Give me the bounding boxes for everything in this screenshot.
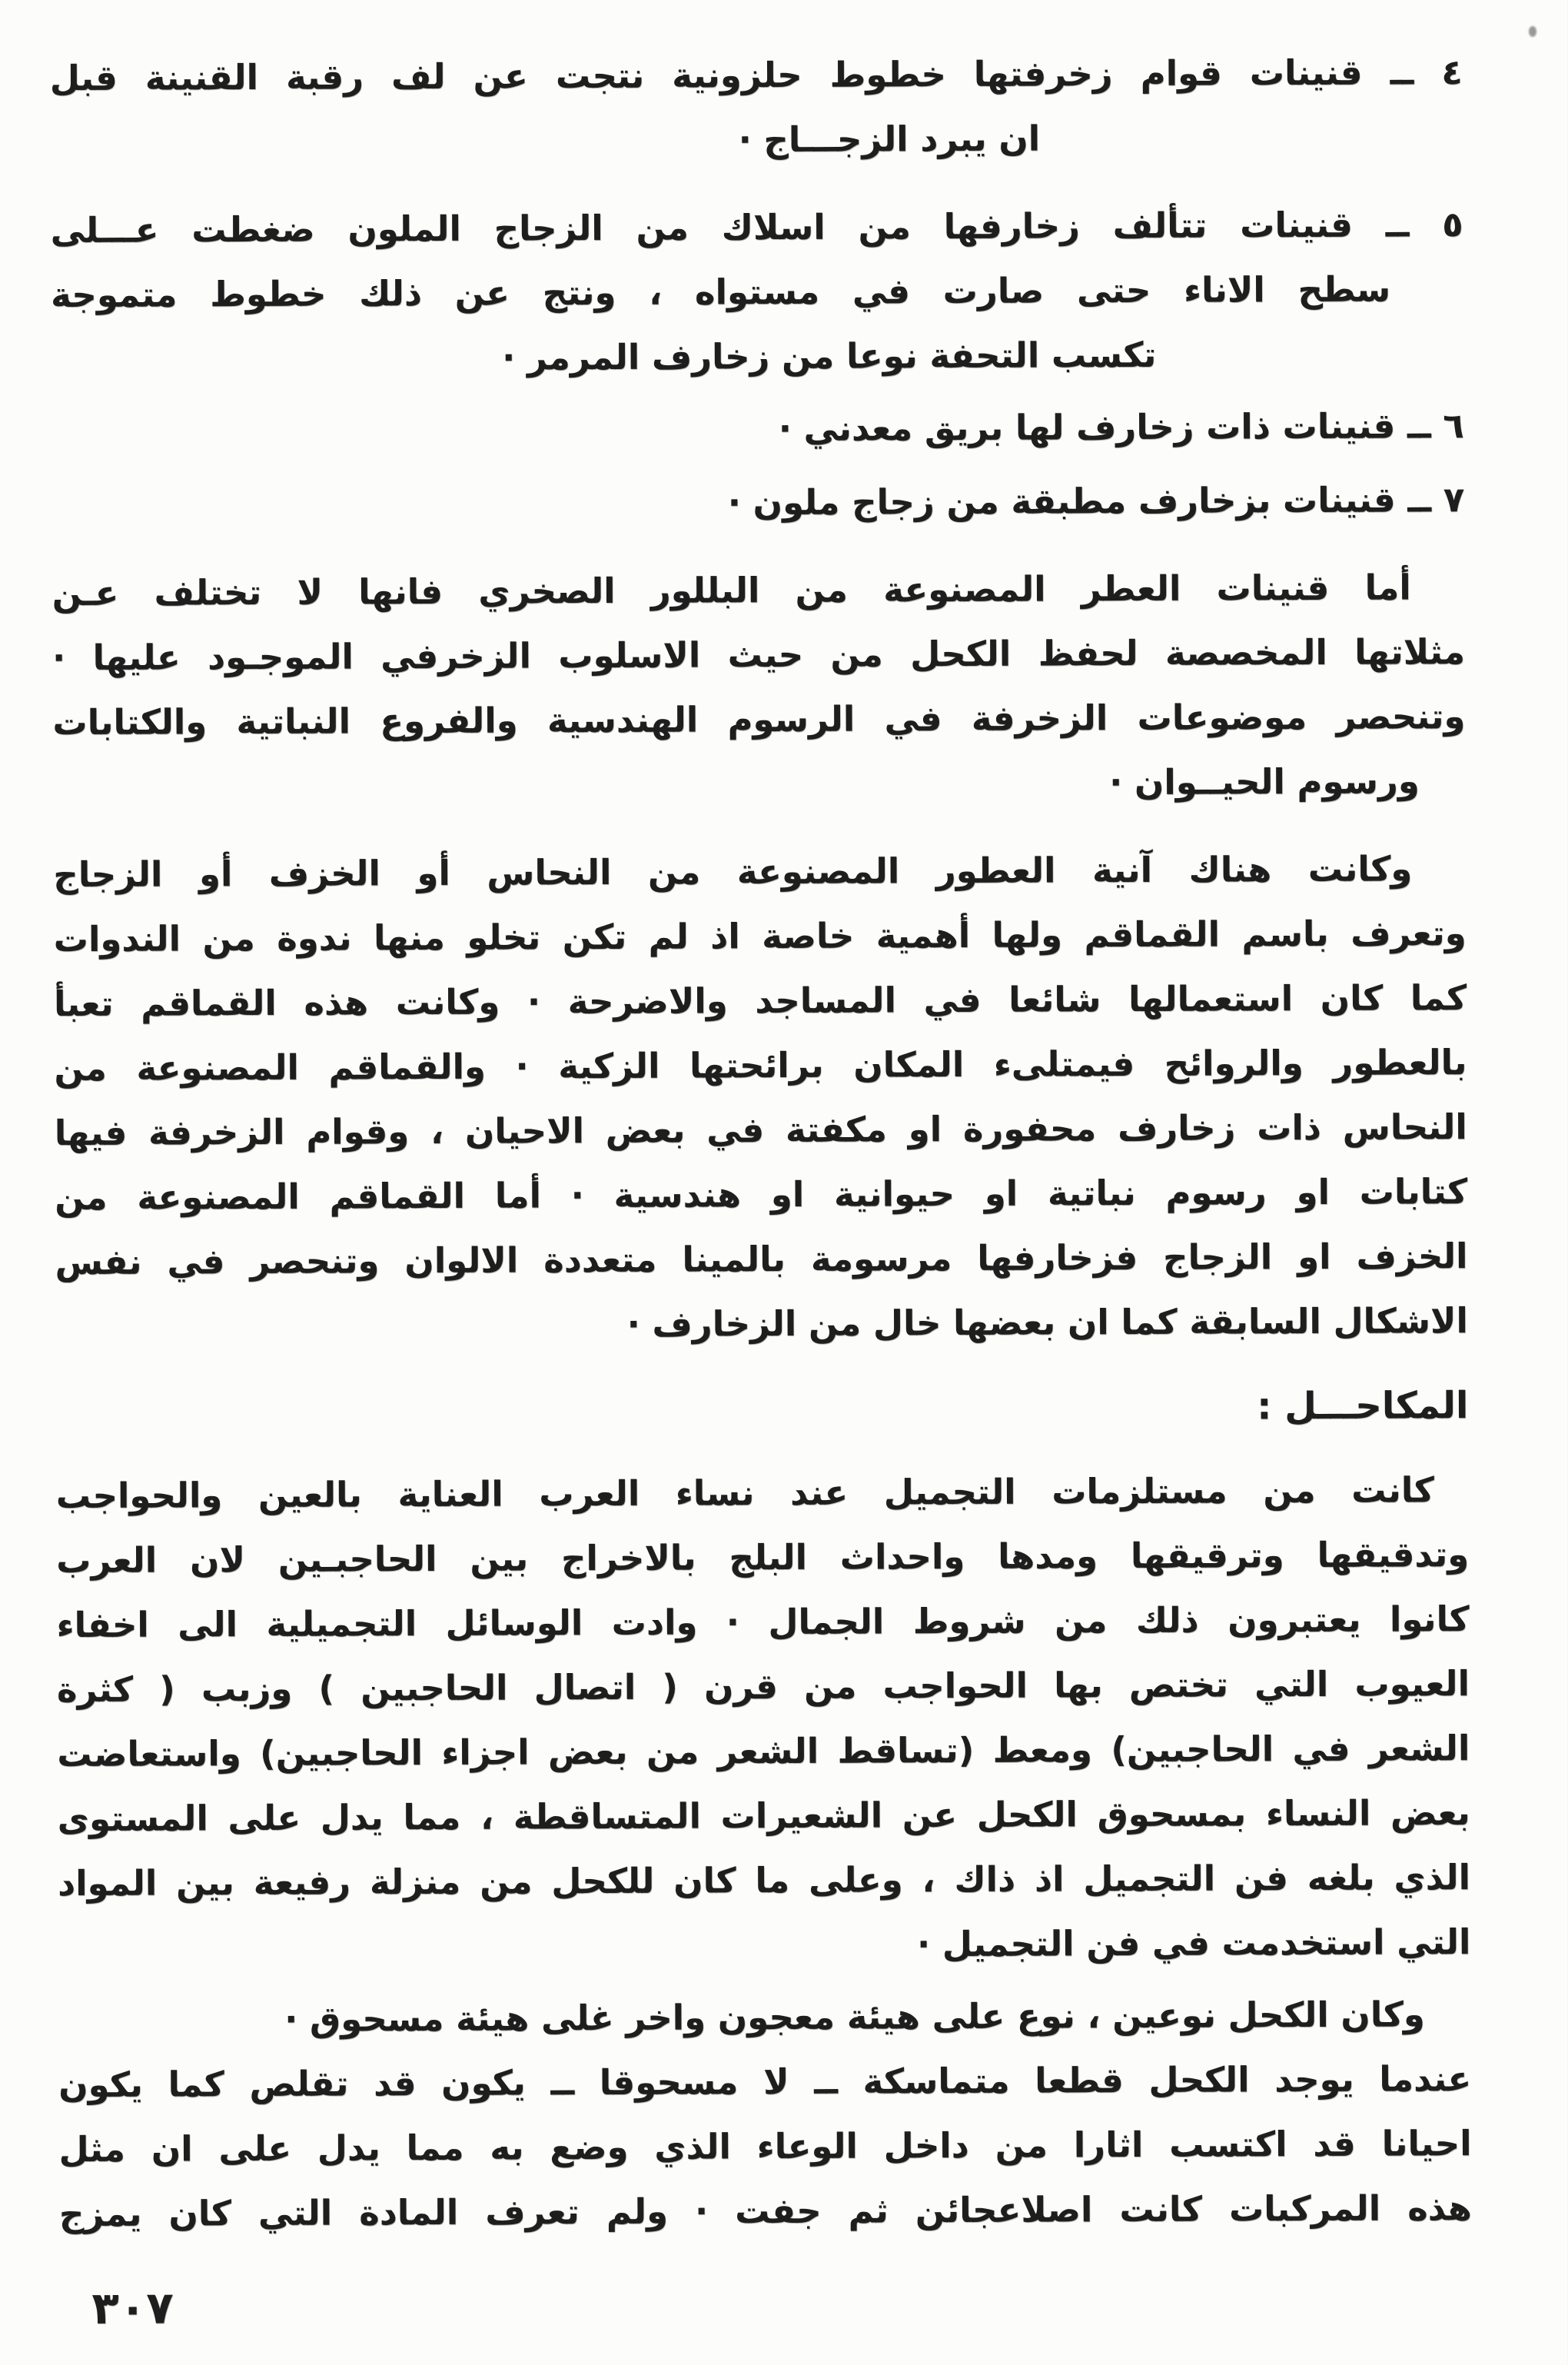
paragraph (57, 1458, 1472, 1981)
text-line: عندما يوجد الكحل قطعا متماسكة ــ لا مسحوقا ــ يكون قد تقلص كما يكون (59, 2058, 1473, 2106)
text-line: كما كان استعمالها شائعا في المساجد والاضرحة · وكانت هذه القماقم تعبأ (54, 977, 1468, 1025)
text-line: هذه المركبات كانت اصلاعجائن ثم جفت · ولم تعرف المادة التي كان يمزج (59, 2187, 1473, 2235)
text-line: الشعر في الحاجبين) ومعط (تساقط الشعر من بعض اجزاء الحاجبين) واستعاضت (58, 1728, 1471, 1775)
paragraph (59, 1982, 1473, 2247)
text-line: وتعرف باسم القماقم ولها أهمية خاصة اذ لم تكن تخلو منها ندوة من الندوات (54, 913, 1467, 960)
text-line: كتابات او رسوم نباتية او حيوانية او هندسية · أما القماقم المصنوعة من (55, 1171, 1469, 1219)
list-item-7 (52, 467, 1465, 538)
list-item-6 (52, 394, 1465, 464)
text-line: ٤ ــ قنينات قوام زخرفتها خطوط حلزونية نتجت عن لف رقبة القنينة قبل (50, 52, 1463, 99)
text-line: وكان الكحل نوعين ، نوع على هيئة معجون واخر غلى هيئة مسحوق · (285, 1994, 1426, 2040)
text-line: أما قنينات العطر المصنوعة من البللور الصخري فانها لا تختلف عـن (52, 567, 1412, 614)
section-heading (56, 1373, 1469, 1444)
paragraph (53, 555, 1467, 820)
text-line: كانت من مستلزمات التجميل عند نساء العرب العناية بالعين والحواجب (56, 1469, 1435, 1517)
text-line: ورسوم الحيــوان · (1110, 760, 1420, 803)
text-line: بالعطور والروائح فيمتلىء المكان برائحتها الزكية · والقماقم المصنوعة من (55, 1042, 1468, 1089)
text-line: الاشكال السابقة كما ان بعضها خال من الزخارف · (627, 1300, 1469, 1345)
text-line: بعض النساء بمسحوق الكحل عن الشعيرات المتساقطة ، مما يدل على المستوى (58, 1792, 1471, 1840)
text-line: كانوا يعتبرون ذلك من شروط الجمال · وادت الوسائل التجميلية الى اخفاء (57, 1598, 1470, 1646)
text-line: ٥ ــ قنينات تتألف زخارفها من اسلاك من الزجاج الملون ضغطت عـــلى (51, 204, 1464, 251)
text-line: وتدقيقها وترقيقها ومدها واحداث البلج بالاخراج بين الحاجبـين لان العرب (57, 1534, 1470, 1582)
text-line: ٧ ــ قنينات بزخارف مطبقة من زجاج ملون · (728, 479, 1466, 524)
list-item-5 (51, 192, 1464, 392)
text-line: التي استخدمت في فن التجميل · (917, 1921, 1472, 1965)
text-line: وكانت هناك آنية العطور المصنوعة من النحاس أو الخزف أو الزجاج (54, 848, 1414, 896)
text-line: سطح الاناء حتى صارت في مستواه ، ونتج عن ذلك خطوط متموجة (51, 268, 1392, 316)
paragraph (54, 837, 1469, 1359)
heading-text: المكاحـــل : (1257, 1384, 1470, 1429)
list-item-4 (51, 40, 1464, 175)
text-line: النحاس ذات زخارف محفورة او مكفتة في بعض الاحيان ، وقوام الزخرفة فيها (55, 1106, 1468, 1154)
text-line: احيانا قد اكتسب اثارا من داخل الوعاء الذي وضع به مما يدل على ان مثل (59, 2123, 1473, 2170)
text-line: الخزف او الزجاج فزخارفها مرسومة بالمينا متعددة الالوان وتنحصر في نفس (55, 1236, 1469, 1283)
text-line: العيوب التي تختص بها الحواجب من قرن ( اتصال الحاجبين ) وزبب ( كثرة (57, 1663, 1471, 1711)
text-line: تكسب التحفة نوعا من زخارف المرمر · (503, 334, 1158, 378)
text-line: الذي بلغه فن التجميل اذ ذاك ، وعلى ما كان للكحل من منزلة رفيعة بين المواد (58, 1857, 1472, 1904)
text-line: ان يبرد الزجـــاج · (739, 118, 1041, 161)
text-line: ٦ ــ قنينات ذات زخارف لها بريق معدني · (779, 405, 1465, 450)
text-line: وتنحصر موضوعات الزخرفة في الرسوم الهندسية والفروع النباتية والكتابات (53, 696, 1467, 743)
text-line: مثلاتها المخصصة لحفظ الكحل من حيث الاسلوب الزخرفي الموجـود عليها · (52, 631, 1467, 679)
page-number: ٣٠٧ (92, 2281, 174, 2334)
